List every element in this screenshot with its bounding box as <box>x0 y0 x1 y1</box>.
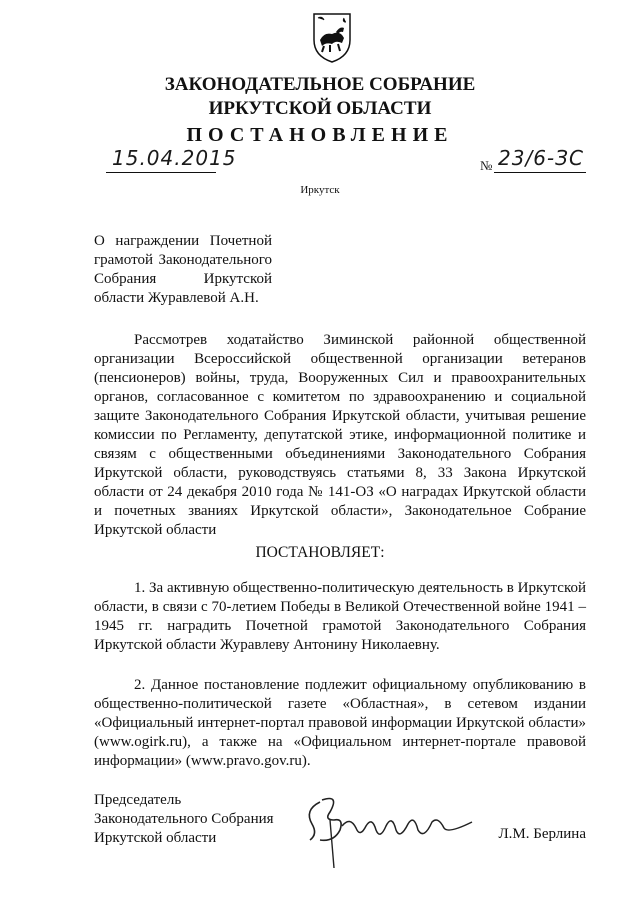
city: Иркутск <box>300 184 340 196</box>
signatory-name: Л.М. Берлина <box>498 826 586 842</box>
preamble-paragraph: Рассмотрев ходатайство Зиминской районной общественной организации Всероссийской общественной организации ветеранов (пенсионеров) войны, труда, Вооруженных Сил и правоохранительных органов, согласованное с комитетом по здравоохранению и социальной защите Законодательного Собрания Иркутской области, учитывая решение комиссии по Регламенту, депутатской этике, информационной политике и связям с общественными объединениями Законодательного Собрания Иркутской области, руководствуясь статьями 8, 33 Закона Иркутской области от 24 декабря 2010 года № 141-ОЗ «О наградах Иркутской области и почетных званиях Иркутской области», Законодательное Собрание Иркутской области <box>94 332 586 538</box>
signatory-title-line-2: Законодательного Собрания <box>94 811 274 827</box>
organization-line-1: ЗАКОНОДАТЕЛЬНОЕ СОБРАНИЕ <box>164 74 476 95</box>
signatory-title-line-3: Иркутской области <box>94 830 217 846</box>
document-date: 15.04.2015 <box>112 146 237 170</box>
date-underline <box>106 172 216 173</box>
organization-line-2: ИРКУТСКОЙ ОБЛАСТИ <box>208 98 432 119</box>
number-sign: № <box>480 158 493 173</box>
document-type: ПОСТАНОВЛЕНИЕ <box>186 124 454 146</box>
handwritten-signature <box>300 790 480 880</box>
document-number: 23/6-ЗС <box>498 146 584 170</box>
decree-word: ПОСТАНОВЛЯЕТ: <box>255 544 385 561</box>
signatory-title-line-1: Председатель <box>94 792 182 808</box>
coat-of-arms-icon <box>310 10 354 64</box>
signatory-title <box>94 791 274 848</box>
document-subject: О награждении Почетной грамотой Законодательного Собрания Иркутской области Журавлевой А.Н. <box>94 233 272 306</box>
number-underline <box>494 172 586 173</box>
item-2-paragraph: 2. Данное постановление подлежит официальному опубликованию в общественно-политической газете «Областная», в сетевом издании «Официальный интернет-портал правовой информации Иркутской области» (www.ogirk.ru), а также на «Официальном интернет-портале правовой информации» (www.pravo.gov.ru). <box>94 677 586 769</box>
item-1-paragraph: 1. За активную общественно-политическую деятельность в Иркутской области, в связи с 70-летием Победы в Великой Отечественной войне 1941 – 1945 гг. наградить Почетной грамотой Законодательного Собрания Иркутской области Журавлеву Антонину Николаевну. <box>94 580 586 653</box>
